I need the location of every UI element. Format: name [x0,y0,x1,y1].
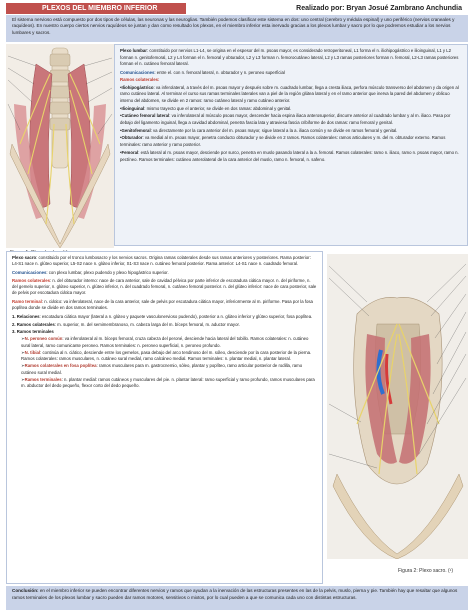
sacral-communications-label: Comunicaciones [12,269,47,275]
sacral-terminal-branch-text: : ramos musculares para m. gastrocnemio, sóleo, plantar y poplíteo, ramo articular posterior de rodilla, ramo cutáneo sural medial. [21,363,303,375]
conclusion-box [6,586,468,610]
lumbar-item-text: : está lateral al m. psoas mayor, desciende por surco, penetra en muslo pasando lateral a la a. femoral. Ramos colaterales: ramo n. iliaco, ramo n. psoas mayor, ramo n. pectíneo. Ramos terminales: cutáneo anterolateral de la cara anterior del muslo, ramo n. femoral, n. safeno. [120,149,459,162]
lumbar-heading: Plexo lumbar [120,48,147,53]
sacral-terminal-branch-term: N. tibial [24,349,41,355]
sacral-plexus-drawing [327,254,468,559]
conclusion-text [12,588,462,601]
lumbar-definition-text: : constituido por nervios L1-L4, se origina en el espesor del m. psoas mayor, es considerado retroperitoneal, L1 forma el n. iliohipogástrico e ilioinguinal, L1 y L2 forman n. genitofemoral, L2 y L4 forman el n. femoral y obturador, L2 y L3 forman n. femorocutáneo lateral, L2 y L3 ramas posteriores forman n. femoral, L2-L3 ramas posteriores forman el n. cutáneo femoral lateral. [120,48,459,67]
lumbar-item [120,135,462,148]
sacral-collaterals-text: : n. del obturador interno: nace de cara anterior, sale de cavidad pélvica por parte inferior de escotadura ciática mayor. n. del piriforme, n. del gemelo superior, n. glúteo superior, n. glúteo inferior, n. del cuadrado femoral, n. cutáneo femoral posterior. n. del glúteo inferior: nace de cara posterior, sale de pelvis por escotadura ciática mayor. [12,277,317,296]
lumbar-communications-label: Comunicaciones [120,70,155,76]
sacral-terminal-branch-term: Ramos terminales [24,377,62,383]
lumbar-plexus-section [114,44,468,246]
lumbar-item [120,113,462,126]
intro-text: El sistema nervioso está compuesto por dos tipos de células, las neuronas y las neuroglias. También podemos clasificar este sistema en dos: uno central (cerebro y médula espinal) y uno periférico (nervios craneales y raquídeos). En nuestro cuerpo ciertos nervios raquídeos se juntan y dan como resultado los plexos, en el miembro inferior esta inervado gracias a los plexos lumbar y sacro por lo que podremos estudiar a los nervios lumbares y sacros. [12,17,455,35]
author-line: Realizado por: Bryan Josué Zambrano Anchundia [296,5,462,12]
sacral-terminal [12,299,317,312]
lumbar-item-term: •Iliohipogástrico [120,84,154,90]
sacral-plexus-section [6,251,323,584]
sacral-list-text: : m. superior, m. del semimembranoso, m. cabeza larga del m. bíceps femoral, m. aductor mayor. [54,321,240,327]
lumbar-item-text: : va inferolateral al músculo psoas mayor, descender hacia espina iliaca anterosuperior, discurre anterior al cuadrado lumbar y al m. iliaco. Pasa por debajo del ligamento inguinal, llega a cavidad abdominal, penetra fascia lata y atraviesa fascia cribiforme de dos ramas: ramo femoral y genital. [120,113,451,126]
sacral-list-item [12,329,317,335]
figure-2-caption: Figura 2: Plexo sacro. (¹) [398,568,454,574]
sacral-collaterals [12,278,317,297]
sacral-list-term: Ramos colaterales [16,321,55,327]
conclusion-body: en el miembro inferior se pueden encontrar diferentes nervios y ramos que ayudan a la inervación de las estructuras presentes en las de la pelvis, muslo, pierna y pie. También hay que resaltar que algunos ramos terminales de los plexos lumbar y sacro pueden dar ramos motores, sensitivos o mixtos, por lo cual pueden a que se comunica cada uno con distintas estructuras. [12,588,458,600]
sacral-terminal-branch-text: : continúa al n. ciático, desciende entre los gemelos, pasa debajo del arco tendinoso del m. sóleo, desciende por la cara posterior de la pierna. Ramos colaterales: ramos musculares, n. cutáneo sural medial, ramo calcáneo medial. Ramos terminales: n. plantar medial, n. plantar lateral. [21,349,312,362]
sacral-terminal-label: Ramo terminal [12,298,42,304]
lumbar-item-text: : va inferolateral, a través del m. psoas mayor y después sobre m. cuadrado lumbar, llega a cresta iliaca, perfora músculo transverso del abdomen y da origen al ramo cutáneo lateral. Al terminar el curso sus ramas terminales laterales van a piel de la región glútea lateral y en el ramo anterior que inerva la pared del abdomen y oblicuo interno del abdomen, se divide en 2 ramos: ramo cutáneo lateral y ramo cutáneo anterior. [120,84,459,103]
lumbar-communications [120,70,462,77]
sacral-list-item [12,314,317,320]
conclusion-label: Conclusión: [12,588,39,593]
sacral-list-number: 1. [12,314,16,320]
lumbar-item-text: : va medial al m. psoas mayor, penetra conducto obturador y se divide en 2 ramos. Ramos colaterales: ramos articulares y m. del m. obturador externo. Ramos terminales: ramo anterior y ramo posterior. [120,135,446,148]
sacral-terminal-branch-text: : n. plantar medial: ramos cutáneos y musculares del pie. n. plantar lateral: ramo superficial y ramo profundo, ramos musculares para m. abductor del dedo pequeño, flexor corto del dedo pequeño. [21,377,315,389]
sacral-communications-text: : con plexo lumbar, plexo pudendo y plexo hipogástrico superior. [46,269,169,275]
lumbar-item-term: •Obturador [120,135,143,141]
sacral-list-term: Relaciones [16,314,40,320]
lumbar-branches-label: Ramos colaterales: [120,76,160,82]
sacral-list-number: 2. [12,321,16,327]
lumbar-definition [120,48,462,68]
sacral-terminal-branch [21,336,317,349]
page-title: PLEXOS DEL MIEMBRO INFERIOR [6,3,186,14]
lumbar-item [120,85,462,105]
lumbar-item [120,106,462,113]
sacral-definition-text: : constituido por el tronco lumbosacro y los nervios sacros. Origina ramas colaterales desde sus ramas anteriores y posteriores. Rama posterior: L4-S1 nace n. glúteo superior, L5-S2 nace n. glúteo inferior, S1-S3 nace n. cutáneo femoral posterior. Rama anterior: L4-S1 nace n. cuadrado femoral. [12,255,311,267]
sacral-plexus-figure [327,254,468,559]
lumbar-item-term: •Ilioinguinal [120,105,145,111]
sacral-list-item [12,322,317,328]
intro-box [6,15,468,42]
sacral-terminal-branch [21,350,317,363]
sacral-definition [12,255,317,268]
sacral-list-text: : escotadura ciática mayor (lateral a n. glúteo y paquete vasculonervioso pudendo), posterior a n. glúteo inferior y glúteo superior, fosa poplítea. [39,314,313,320]
sacral-list-term: Ramos terminales [16,328,54,334]
lumbar-communications-text: : entre el. con n. femoral lateral, n. obturador y n. peroneo superficial [154,70,285,76]
lumbar-plexus-figure [6,44,114,248]
lumbar-item-term: •Cutáneo femoral lateral [120,113,170,119]
lumbar-plexus-drawing [6,44,114,248]
lumbar-item-text: : mismo trayecto que el anterior, se divide en dos ramas: abdominal y genital. [144,105,292,111]
lumbar-item-text: : va directamente por la cara anterior del m. psoas mayor, sigue lateral a la a. iliaca común y se divide en ramos femoral y genital. [150,127,398,133]
sacral-terminal-branch [21,377,317,390]
sacral-terminal-branches [12,336,317,389]
sacral-terminal-branch-term: N. peroneo común [24,336,63,342]
sacral-terminal-branch-term: Ramos colaterales en fosa poplítea [24,363,97,369]
sacral-heading: Plexo sacro [12,255,37,260]
sacral-collaterals-label: Ramos colaterales [12,277,50,283]
sacral-list-number: 3. [12,328,16,334]
lumbar-item [120,128,462,135]
sacral-terminal-text: : n. ciático: va inferolateral, nace de la cara anterior, sale de pelvis por escotadura ciática mayor, inferiormente al m. piriforme. Pasa por la fosa poplítea donde se divide en dos ramos terminales. [12,298,313,311]
sacral-terminal-branch-text: : va inferolateral al m. bíceps femoral, cruza cabeza del peroné, desciende hacia lateral del tobillo. Ramos colaterales: n. cutáneo sural lateral, ramo comunicante peroneo. Ramos terminales: n. peroneo superficial, n. peroneo profundo. [21,336,309,348]
lumbar-item-term: •Femoral [120,149,139,155]
lumbar-item-term: •Genitofemoral [120,127,151,133]
sacral-terminal-branch [21,363,317,376]
lumbar-item [120,150,462,163]
